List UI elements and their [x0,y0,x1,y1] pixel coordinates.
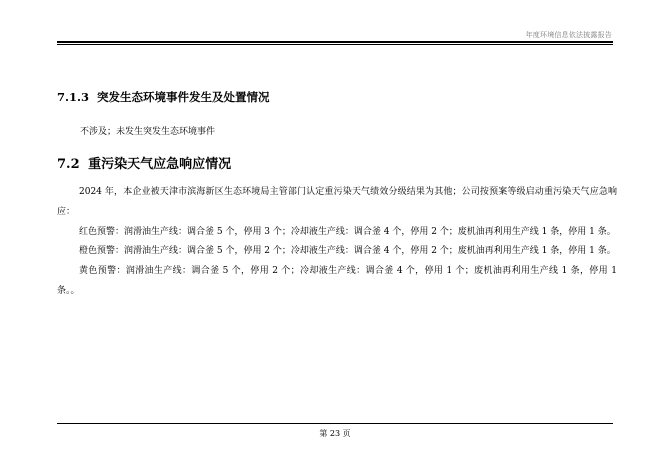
section-heading-7-2 [57,153,231,172]
section-title: 突发生态环境事件发生及处置情况 [97,90,270,104]
yellow-alert-paragraph: 黄色预警：润滑油生产线：调合釜 5 个，停用 2 个；冷却液生产线：调合釜 4 个，停用 1 个；废机油再利用生产线 1 条，停用 1 条。。 [57,266,617,296]
header-rule [57,41,613,43]
intro-paragraph: 2024 年，本企业被天津市滨海新区生态环境局主管部门认定重污染天气绩效分级结果为其他；公司按预案等级启动重污染天气应急响应： [57,187,617,217]
orange-alert-paragraph: 橙色预警：润滑油生产线：调合釜 5 个，停用 2 个；冷却液生产线：调合釜 4 个，停用 2 个；废机油再利用生产线 1 条，停用 1 条。 [79,246,616,257]
section-title: 重污染天气应急响应情况 [88,157,232,172]
section-number: 7.2 [57,157,80,172]
section-7-2-body [57,183,617,302]
header-rule-thin [57,44,613,45]
footer-rule [57,423,613,424]
page-number: 第 23 页 [319,429,351,438]
section-number: 7.1.3 [57,90,90,104]
running-header: 年度环境信息依法披露报告 [525,31,612,39]
red-alert-paragraph: 红色预警：润滑油生产线：调合釜 5 个，停用 3 个；冷却液生产线：调合釜 4 个，停用 2 个；废机油再利用生产线 1 条，停用 1 条。 [79,226,616,237]
section-heading-7-1-3 [57,89,270,105]
section-7-1-3-content: 不涉及；未发生突发生态环境事件 [80,127,216,137]
